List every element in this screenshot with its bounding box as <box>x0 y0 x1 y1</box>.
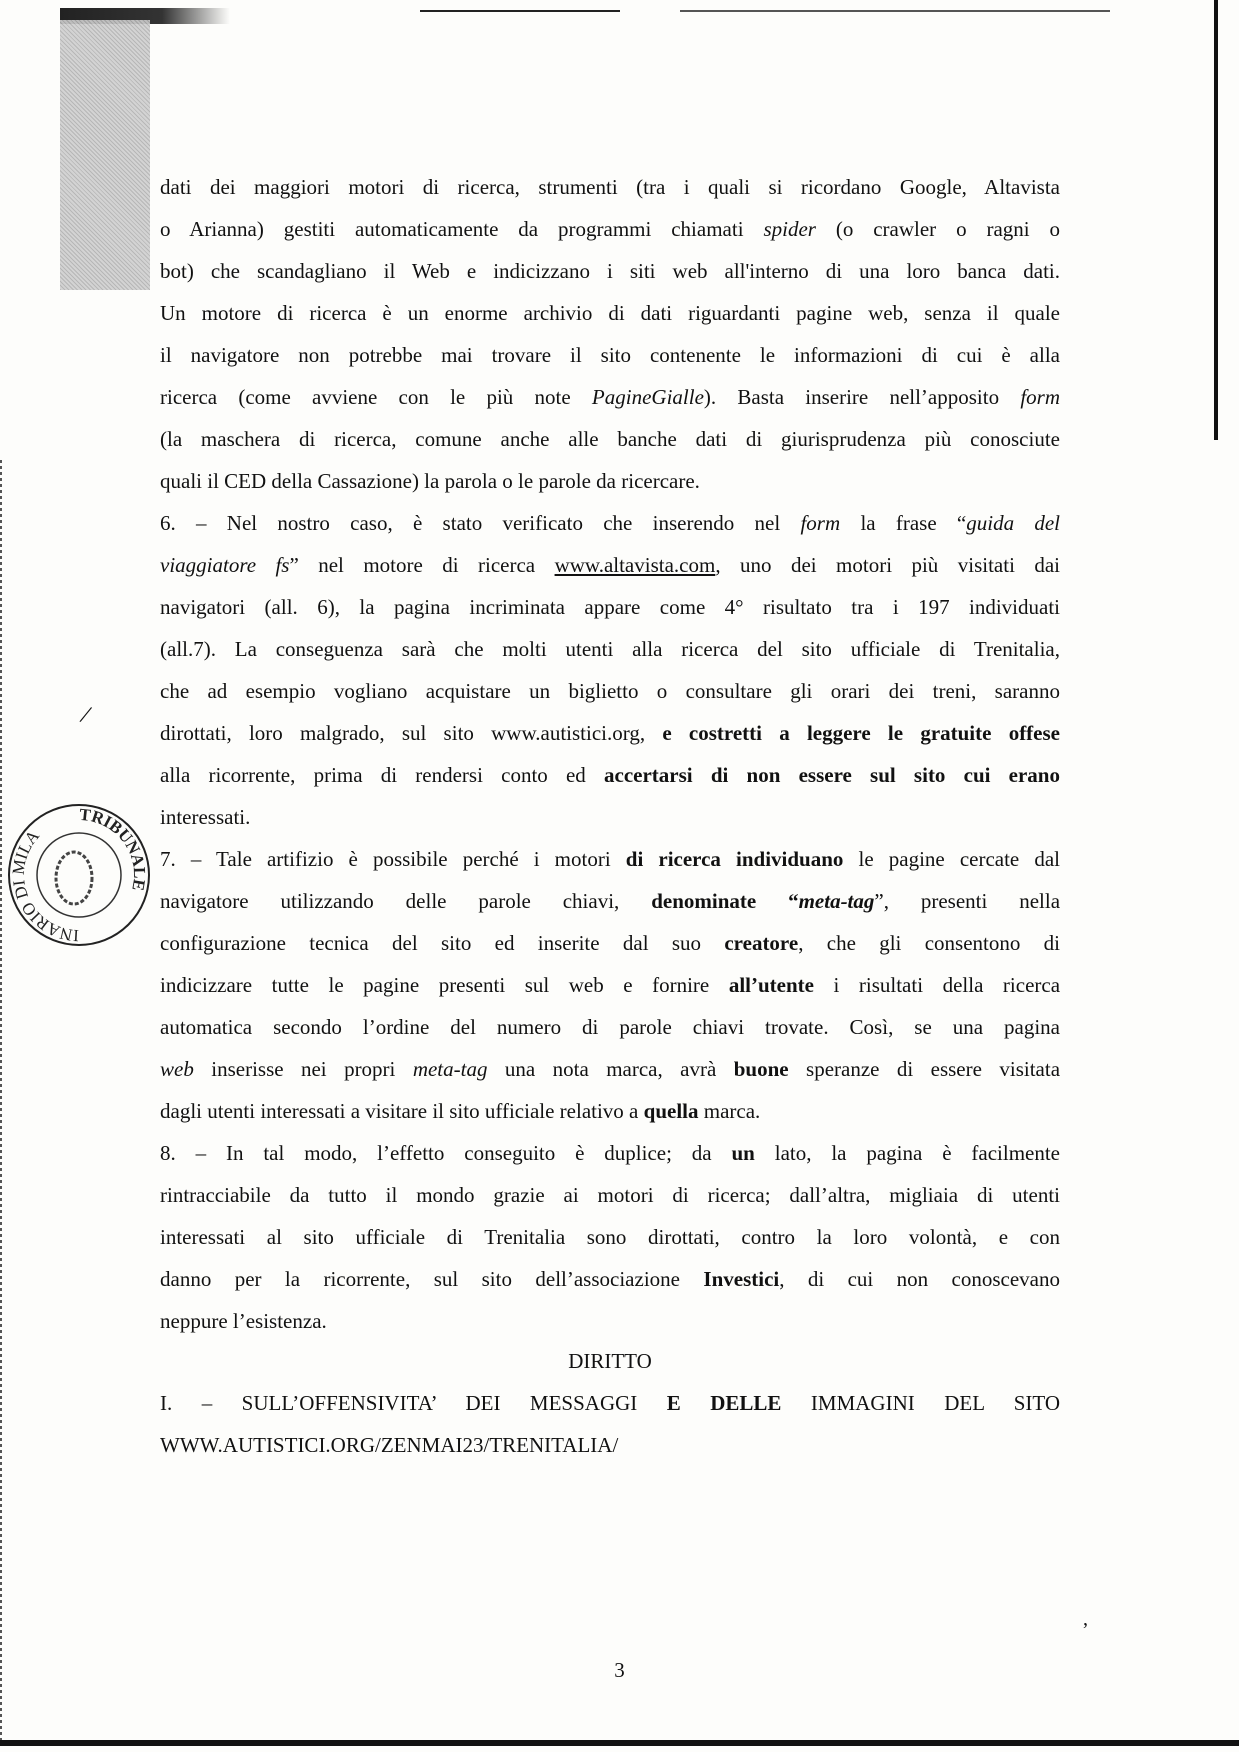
text-line: neppure l’esistenza. <box>160 1309 327 1333</box>
text-line: il navigatore non potrebbe mai trovare il sito contenente le informazioni di cui è alla <box>160 343 1060 367</box>
text-line: viaggiatore fs” nel motore di ricerca www.altavista.com, uno dei motori più visitati dai <box>160 553 1060 577</box>
text-line: 8. – In tal modo, l’effetto conseguito è duplice; da un lato, la pagina è facilmente <box>160 1141 1061 1165</box>
text-line: 6. – Nel nostro caso, è stato verificato che inserendo nel form la frase “guida del <box>160 511 1061 535</box>
text-line: bot) che scandagliano il Web e indicizzano i siti web all'interno di una loro banca dati. <box>160 259 1060 283</box>
scan-artifact-edge <box>1214 0 1218 440</box>
text-line: o Arianna) gestiti automaticamente da programmi chiamati spider (o crawler o ragni o <box>160 217 1061 241</box>
scan-artifact-bottom <box>0 1740 1239 1746</box>
page-number: 3 <box>614 1658 625 1682</box>
court-stamp <box>4 800 154 950</box>
handwritten-mark: , <box>1083 1608 1088 1630</box>
text-line: dati dei maggiori motori di ricerca, strumenti (tra i quali si ricordano Google, Altavista <box>160 175 1060 199</box>
text-line: automatica secondo l’ordine del numero di parole chiavi trovate. Così, se una pagina <box>160 1015 1060 1039</box>
section-heading: DIRITTO <box>568 1349 652 1373</box>
svg-text:TRIBUNALE <box>79 805 150 892</box>
text-line: ricerca (come avviene con le più note PagineGialle). Basta inserire nell’apposito form <box>160 385 1061 409</box>
text-line: 7. – Tale artifizio è possibile perché i motori di ricerca individuano le pagine cercate dal <box>160 847 1061 871</box>
scan-artifact-line <box>680 10 1110 12</box>
subsection-heading: I. – SULL’OFFENSIVITA’ DEI MESSAGGI E DELLE IMMAGINI DEL SITO <box>160 1391 1060 1415</box>
text-line: Un motore di ricerca è un enorme archivio di dati riguardanti pagine web, senza il quale <box>160 301 1060 325</box>
handwritten-mark: / <box>77 699 95 730</box>
text-line: indicizzare tutte le pagine presenti sul web e fornire all’utente i risultati della ricerca <box>160 973 1061 997</box>
text-line: che ad esempio vogliano acquistare un biglietto o consultare gli orari dei treni, saranno <box>160 679 1060 703</box>
text-line: quali il CED della Cassazione) la parola o le parole da ricercare. <box>160 469 700 493</box>
text-line: configurazione tecnica del sito ed inserite dal suo creatore, che gli consentono di <box>160 931 1060 955</box>
text-line: rintracciabile da tutto il mondo grazie ai motori di ricerca; dall’altra, migliaia di utenti <box>160 1183 1060 1207</box>
url-link: www.altavista.com <box>554 553 716 577</box>
stamp-text-left: INARIO DI MILA <box>8 826 80 946</box>
scan-artifact-shadow <box>60 20 150 290</box>
text-line: dirottati, loro malgrado, sul sito www.autistici.org, e costretti a leggere le gratuite offese <box>160 721 1060 745</box>
text-line: navigatore utilizzando delle parole chiavi, denominate “meta-tag”, presenti nella <box>160 889 1061 913</box>
subsection-heading: WWW.AUTISTICI.ORG/ZENMAI23/TRENITALIA/ <box>160 1433 619 1457</box>
text-line: interessati al sito ufficiale di Trenitalia sono dirottati, contro la loro volontà, e con <box>160 1225 1060 1249</box>
text-line: navigatori (all. 6), la pagina incriminata appare come 4° risultato tra i 197 individuati <box>160 595 1060 619</box>
scan-artifact-edge <box>0 460 2 1740</box>
text-line: web inserisse nei propri meta-tag una nota marca, avrà buone speranze di essere visitata <box>160 1057 1061 1081</box>
text-line: (la maschera di ricerca, comune anche alle banche dati di giurisprudenza più conosciute <box>160 427 1060 451</box>
text-line: dagli utenti interessati a visitare il sito ufficiale relativo a quella marca. <box>160 1099 761 1123</box>
stamp-text-right: TRIBUNALE <box>78 804 150 893</box>
svg-text:INARIO DI MILA <box>9 826 80 945</box>
scan-artifact-line <box>420 10 620 12</box>
text-line: interessati. <box>160 805 251 829</box>
text-line: alla ricorrente, prima di rendersi conto ed accertarsi di non essere sul sito cui erano <box>160 763 1060 787</box>
text-line: danno per la ricorrente, sul sito dell’associazione Investici, di cui non conoscevano <box>160 1267 1060 1291</box>
text-line: (all.7). La conseguenza sarà che molti utenti alla ricerca del sito ufficiale di Trenitalia, <box>160 637 1060 661</box>
